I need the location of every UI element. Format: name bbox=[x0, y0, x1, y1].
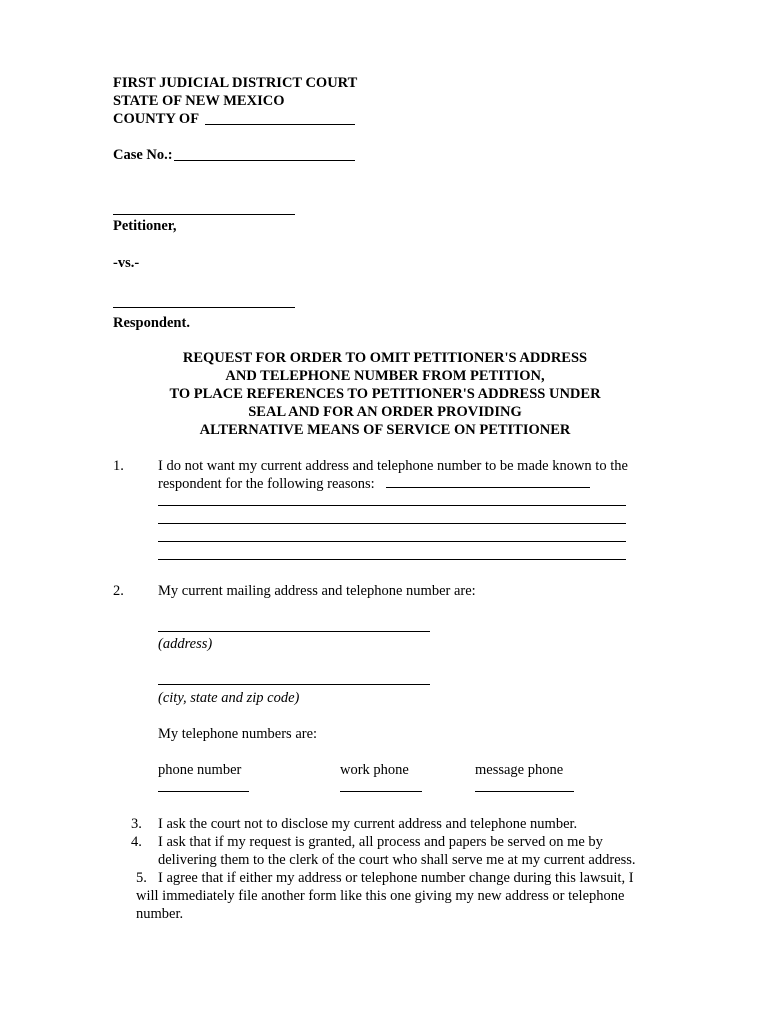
respondent-name-field[interactable] bbox=[113, 307, 295, 308]
city-state-zip-field[interactable] bbox=[158, 684, 430, 685]
phones-intro: My telephone numbers are: bbox=[158, 726, 318, 742]
case-no-label: Case No.: bbox=[113, 147, 173, 163]
title-line-2: AND TELEPHONE NUMBER FROM PETITION, bbox=[225, 368, 545, 384]
item-4-line-1: I ask that if my request is granted, all process and papers be served on me by bbox=[158, 834, 603, 850]
reasons-field-inline[interactable] bbox=[386, 487, 590, 488]
item-3-number: 3. bbox=[131, 816, 142, 832]
reasons-field-line-3[interactable] bbox=[158, 541, 626, 542]
city-state-zip-caption: (city, state and zip code) bbox=[158, 690, 300, 706]
item-4-number: 4. bbox=[131, 834, 142, 850]
title-line-4: SEAL AND FOR AN ORDER PROVIDING bbox=[248, 404, 522, 420]
case-no-field[interactable] bbox=[174, 160, 355, 161]
item-1-number: 1. bbox=[113, 458, 124, 474]
title-line-1: REQUEST FOR ORDER TO OMIT PETITIONER'S ADDRESS bbox=[182, 350, 588, 366]
address-caption: (address) bbox=[158, 636, 213, 652]
address-field[interactable] bbox=[158, 631, 430, 632]
petitioner-name-field[interactable] bbox=[113, 214, 295, 215]
title-line-3: TO PLACE REFERENCES TO PETITIONER'S ADDRESS UNDER bbox=[169, 386, 601, 402]
item-3-text: I ask the court not to disclose my current address and telephone number. bbox=[158, 816, 578, 832]
phone-number-label: phone number bbox=[158, 762, 242, 778]
item-1-line-1: I do not want my current address and telephone number to be made known to the bbox=[158, 458, 628, 474]
reasons-field-line-2[interactable] bbox=[158, 523, 626, 524]
message-phone-field[interactable] bbox=[475, 791, 574, 792]
petitioner-label: Petitioner, bbox=[113, 218, 177, 234]
item-1-line-2: respondent for the following reasons: bbox=[158, 476, 375, 492]
item-5-line-1: I agree that if either my address or telephone number change during this lawsuit, I bbox=[158, 870, 634, 886]
reasons-field-line-1[interactable] bbox=[158, 505, 626, 506]
work-phone-label: work phone bbox=[340, 762, 409, 778]
respondent-label: Respondent. bbox=[113, 315, 190, 331]
state-name: STATE OF NEW MEXICO bbox=[113, 93, 285, 109]
item-2-number: 2. bbox=[113, 583, 124, 599]
county-field[interactable] bbox=[205, 124, 355, 125]
reasons-field-line-4[interactable] bbox=[158, 559, 626, 560]
item-4-line-2: delivering them to the clerk of the court who shall serve me at my current address. bbox=[158, 852, 636, 868]
message-phone-label: message phone bbox=[475, 762, 564, 778]
county-label: COUNTY OF bbox=[113, 111, 200, 127]
item-5-line-2: will immediately file another form like this one giving my new address or telephone bbox=[136, 888, 625, 904]
item-2-text: My current mailing address and telephone number are: bbox=[158, 583, 476, 599]
item-5-number: 5. bbox=[136, 870, 147, 886]
title-line-5: ALTERNATIVE MEANS OF SERVICE ON PETITIONER bbox=[199, 422, 571, 438]
versus-label: -vs.- bbox=[113, 255, 140, 271]
phone-number-field[interactable] bbox=[158, 791, 249, 792]
work-phone-field[interactable] bbox=[340, 791, 422, 792]
item-5-line-3: number. bbox=[136, 906, 184, 922]
court-name: FIRST JUDICIAL DISTRICT COURT bbox=[113, 75, 358, 91]
